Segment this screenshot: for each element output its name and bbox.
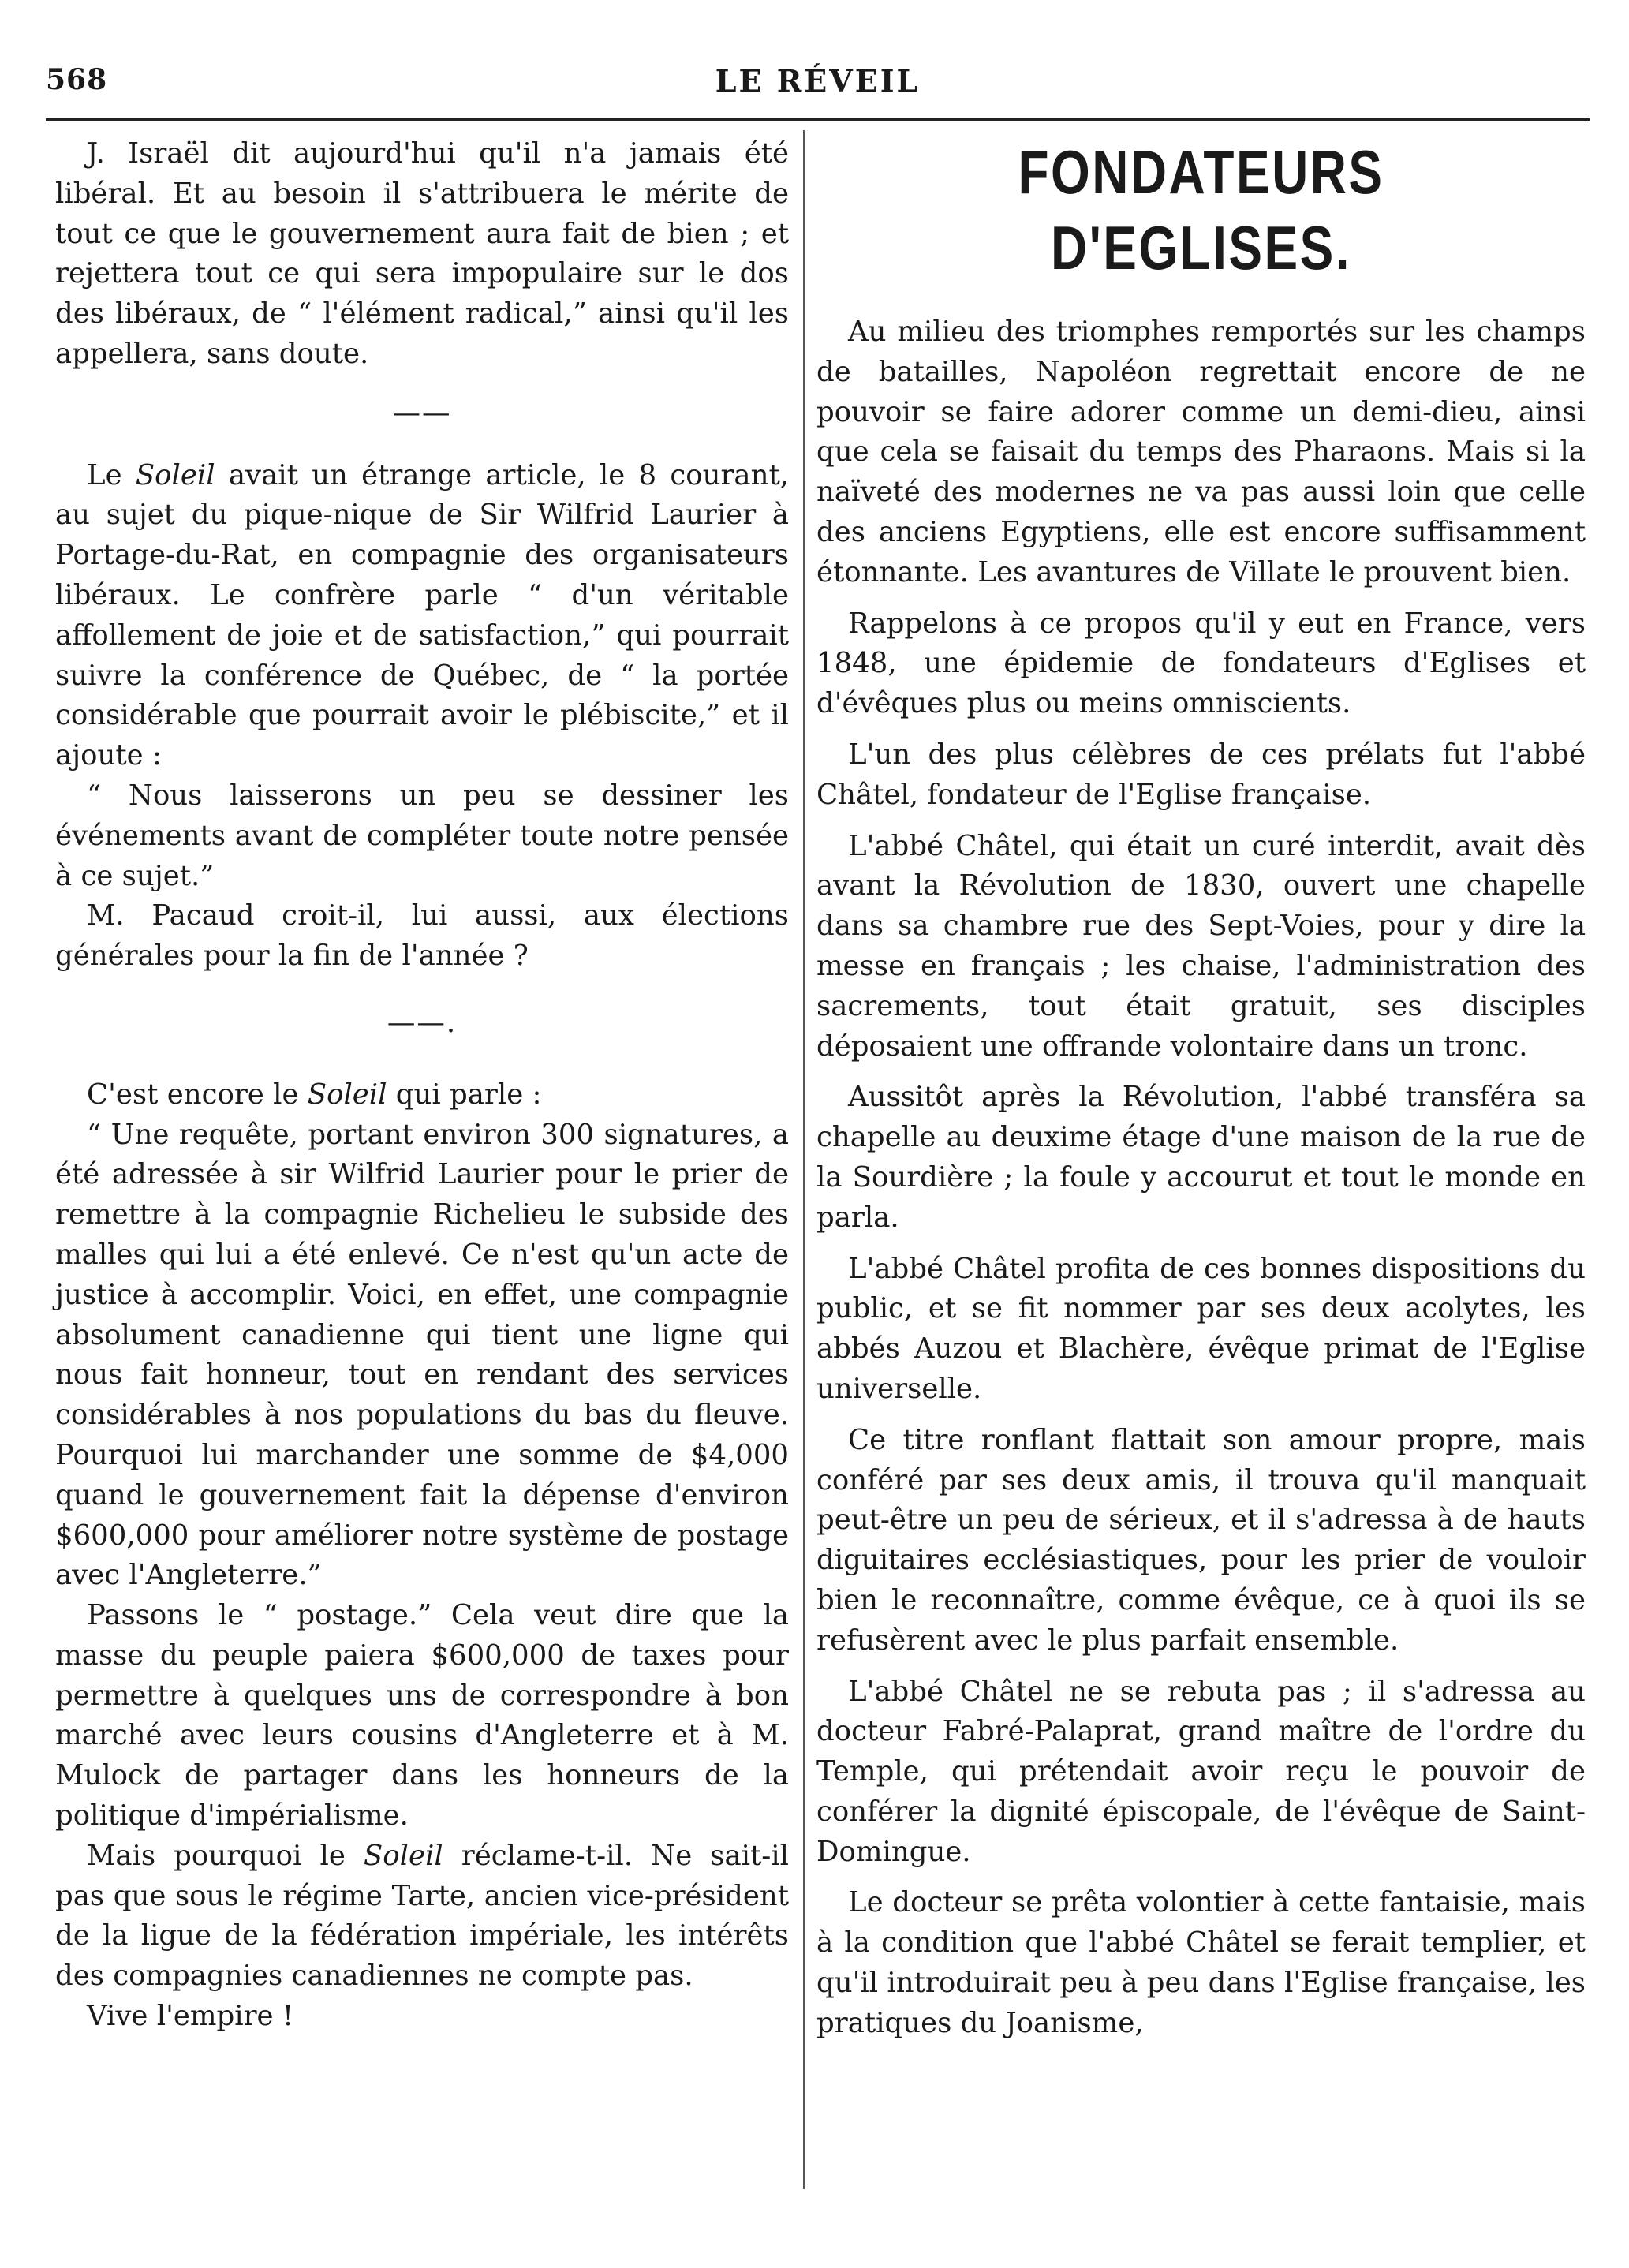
paragraph: Passons le “ postage.” Cela veut dire que la masse du peuple paiera $600,000 de taxes pour permettre à quelques uns de correspondre à bon marché avec leurs cousins d'Angleterre et à M. Mulock de partager dans les honneurs de la politique d'impérialisme. [55, 1599, 789, 1833]
quotation: “ Une requête, portant environ 300 signatures, a été adressée à sir Wilfrid Laurier pour le prier de remettre à la compagnie Richelieu le subside des malles qui lui a été enlevé. Ce n'est qu'un acte de justice à accomplir. Voici, en effet, une compagnie absolument canadienne qui tient une ligne qui nous fait honneur, tout en rendant des services considérables à nos populations du bas du fleuve. Pourquoi lui marchander une somme de $4,000 quand le gouvernement fait la dépense d'environ $600,000 pour améliorer notre système de postage avec l'Angleterre.” [55, 1118, 789, 1592]
paragraph: J. Israël dit aujourd'hui qu'il n'a jamais été libéral. Et au besoin il s'attribuera le mérite de tout ce que le gouvernement aura fait de bien ; et rejettera tout ce qui sera impopulaire sur le dos des libéraux, de “ l'élément radical,” ainsi qu'il les appellera, sans doute. [55, 137, 789, 370]
paragraph: Rappelons à ce propos qu'il y eut en France, vers 1848, une épidemie de fondateurs d'Eglises et d'évêques plus ou meins omniscients. [816, 607, 1586, 720]
newspaper-name: Soleil [135, 458, 215, 491]
paragraph: L'abbé Châtel, qui était un curé interdit, avait dès avant la Révolution de 1830, ouvert une chapelle dans sa chambre rue des Sept-Voies, pour y dire la messe en français ; les chaise, l'administration des sacrements, tout était gratuit, ses disciples déposaient une offrande volontaire dans un tronc. [816, 829, 1586, 1063]
paragraph: L'un des plus célèbres de ces prélats fut l'abbé Châtel, fondateur de l'Eglise française. [816, 738, 1586, 811]
paragraph: C'est encore le Soleil qui parle : [87, 1078, 542, 1111]
section-separator: ——. [387, 1006, 458, 1039]
paragraph: L'abbé Châtel profita de ces bonnes dispositions du public, et se fit nommer par ses deux acolytes, les abbés Auzou et Blachère, évêque primat de l'Eglise universelle. [816, 1252, 1586, 1405]
right-column [816, 134, 1586, 2044]
newspaper-name: Soleil [363, 1839, 443, 1872]
paragraph: Ce titre ronflant flattait son amour propre, mais conféré par ses deux amis, il trouva qu'il manquait peut-être un peu de sérieux, et il s'adressa à de hauts diguitaires ecclésiastiques, pour les prier de vouloir bien le reconnaître, comme évêque, ce à quoi ils se refusèrent avec le plus parfait ensemble. [816, 1423, 1586, 1657]
newspaper-name: Soleil [307, 1078, 387, 1111]
paragraph: Le Soleil avait un étrange article, le 8 courant, au sujet du pique-nique de Sir Wilfrid Laurier à Portage-du-Rat, en compagnie des organisateurs libéraux. Le confrère parle “ d'un véritable affollement de joie et de satisfaction,” qui pourrait suivre la conférence de Québec, de “ la portée considérable que pourrait avoir le plébiscite,” et il ajoute : [55, 458, 789, 772]
column-divider [803, 130, 805, 2189]
paragraph: Mais pourquoi le Soleil réclame-t-il. Ne sait-il pas que sous le régime Tarte, ancien vice-président de la ligue de la fédération impériale, les intérêts des compagnies canadiennes ne compte pas. [55, 1839, 789, 1993]
article-headline: FONDATEURS D'EGLISES. [1018, 137, 1384, 282]
paragraph: Au milieu des triomphes remportés sur les champs de batailles, Napoléon regrettait encore de ne pouvoir se faire adorer comme un demi-dieu, ainsi que cela se faisait du temps des Pharaons. Mais si la naïveté des modernes ne va pas aussi loin que celle des anciens Egyptiens, elle est encore suffisamment étonnante. Les avantures de Villate le prouvent bien. [816, 316, 1586, 588]
paragraph: Aussitôt après la Révolution, l'abbé transféra sa chapelle au deuxime étage d'une maison de la rue de la Sourdière ; la foule y accourut et tout le monde en parla. [816, 1081, 1586, 1234]
quotation: “ Nous laisserons un peu se dessiner les événements avant de compléter toute notre pensée à ce sujet.” [55, 779, 789, 892]
running-title: LE RÉVEIL [715, 63, 921, 99]
paragraph: M. Pacaud croit-il, lui aussi, aux élections générales pour la fin de l'année ? [55, 899, 789, 973]
left-column [55, 134, 789, 2037]
page-header [46, 63, 1590, 107]
paragraph: Le docteur se prêta volontier à cette fantaisie, mais à la condition que l'abbé Châtel se ferait templier, et qu'il introduirait peu à peu dans l'Eglise française, les pratiques du Joanisme, [816, 1886, 1586, 2039]
page-number: 568 [46, 63, 108, 96]
paragraph: Vive l'empire ! [87, 2000, 294, 2033]
paragraph: L'abbé Châtel ne se rebuta pas ; il s'adressa au docteur Fabré-Palaprat, grand maître de l'ordre du Temple, qui prétendait avoir reçu le pouvoir de conférer la dignité épiscopale, de l'évêque de Saint-Domingue. [816, 1675, 1586, 1868]
section-separator: —— [392, 396, 452, 429]
header-rule [46, 118, 1590, 121]
